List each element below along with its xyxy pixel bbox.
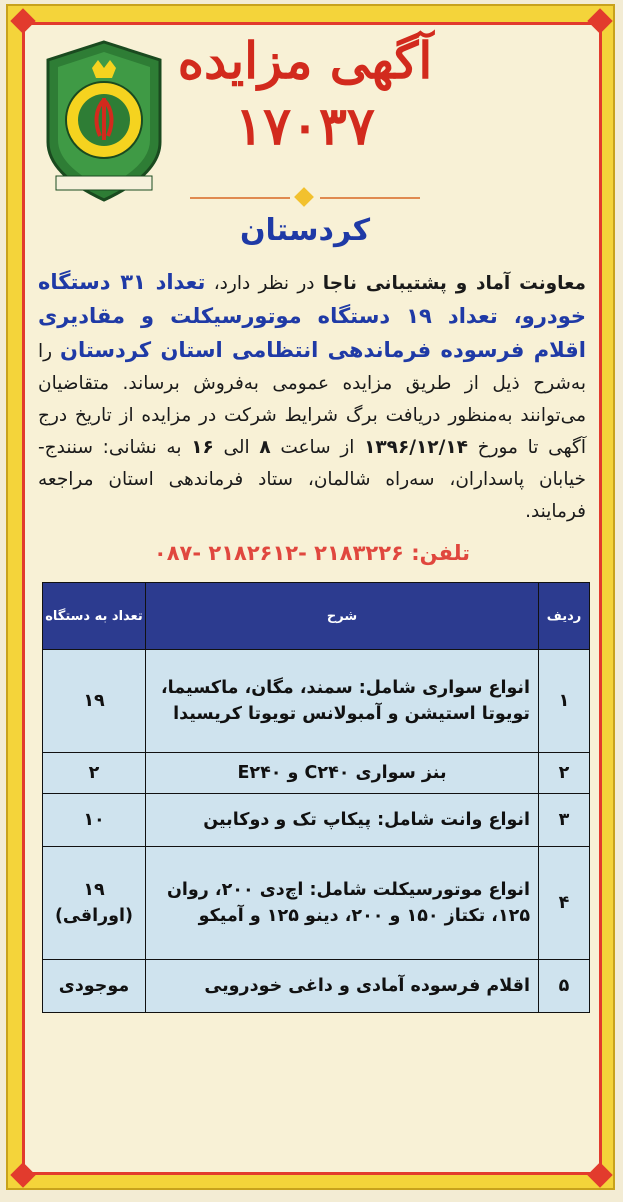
divider (170, 188, 440, 208)
header-count: تعداد به دستگاه (43, 583, 146, 650)
province-heading: کردستان (239, 213, 371, 248)
start-hour: ۸ (259, 437, 271, 458)
ad-header (34, 30, 590, 260)
body-text-5: به نشانی: سنندج- خیابان پاسداران، سه‌راه شالمان، ستاد فرماندهی استان مراجعه فرمایند. (38, 437, 586, 522)
police-emblem-logo (34, 38, 174, 208)
table-row (43, 847, 590, 960)
row-description: انواع سواری شامل: سمند، مگان، ماکسیما، تویوتا استیشن و آمبولانس تویوتا کریسیدا (146, 650, 539, 753)
row-number: ۲ (539, 753, 590, 794)
table-row (43, 650, 590, 753)
row-number: ۵ (539, 960, 590, 1013)
row-count: ۱۹ (43, 650, 146, 753)
row-count: موجودی (43, 960, 146, 1013)
ad-page (34, 30, 590, 1170)
row-number: ۱ (539, 650, 590, 753)
body-text-1: در نظر دارد، (205, 273, 323, 294)
end-hour: ۱۶ (191, 437, 214, 458)
row-number: ۴ (539, 847, 590, 960)
row-description: انواع وانت شامل: پیکاپ تک و دوکابین (146, 794, 539, 847)
body-agency: معاونت آماد و پشتیبانی ناجا (322, 273, 586, 294)
table-row (43, 960, 590, 1013)
row-description: اقلام فرسوده آمادی و داغی خودرویی (146, 960, 539, 1013)
row-number: ۳ (539, 794, 590, 847)
row-description: بنز سواری C۲۴۰ و E۲۴۰ (146, 753, 539, 794)
header-row-number: ردیف (539, 583, 590, 650)
row-count: ۱۰ (43, 794, 146, 847)
body-text-4: الی (213, 437, 260, 458)
body-text-3: از ساعت (270, 437, 365, 458)
ad-number: ۱۷۰۳۷ (235, 96, 375, 157)
row-count: ۲ (43, 753, 146, 794)
items-table (42, 582, 590, 1013)
body-highlight: تعداد ۳۱ دستگاه خودرو، تعداد ۱۹ دستگاه موتورسیکلت و مقادیری اقلام فرسوده فرماندهی انتظامی استان کردستان (38, 270, 586, 362)
table-row (43, 794, 590, 847)
table-header-row (43, 583, 590, 650)
phone-numbers: تلفن: ۲۱۸۳۲۲۶ -۲۱۸۲۶۱۲ -۰۸۷ (153, 541, 471, 565)
ad-title: آگهی مزایده (177, 31, 433, 90)
row-count: ۱۹ (اوراقی) (43, 847, 146, 960)
header-description: شرح (146, 583, 539, 650)
row-description: انواع موتورسیکلت شامل: اچ‌دی ۲۰۰، روان ۱۲۵، تکتاز ۱۵۰ و ۲۰۰، دینو ۱۲۵ و آمیکو (146, 847, 539, 960)
deadline-date: ۱۳۹۶/۱۲/۱۴ (364, 437, 468, 458)
table-row (43, 753, 590, 794)
ad-body (34, 266, 590, 528)
body-text-2: را به‌شرح ذیل از طریق مزایده عمومی به‌فروش برساند. متقاضیان می‌توانند به‌منظور دریافت برگ شرایط شرکت در مزایده از تاریخ درج آگهی تا مورخ (38, 341, 587, 458)
